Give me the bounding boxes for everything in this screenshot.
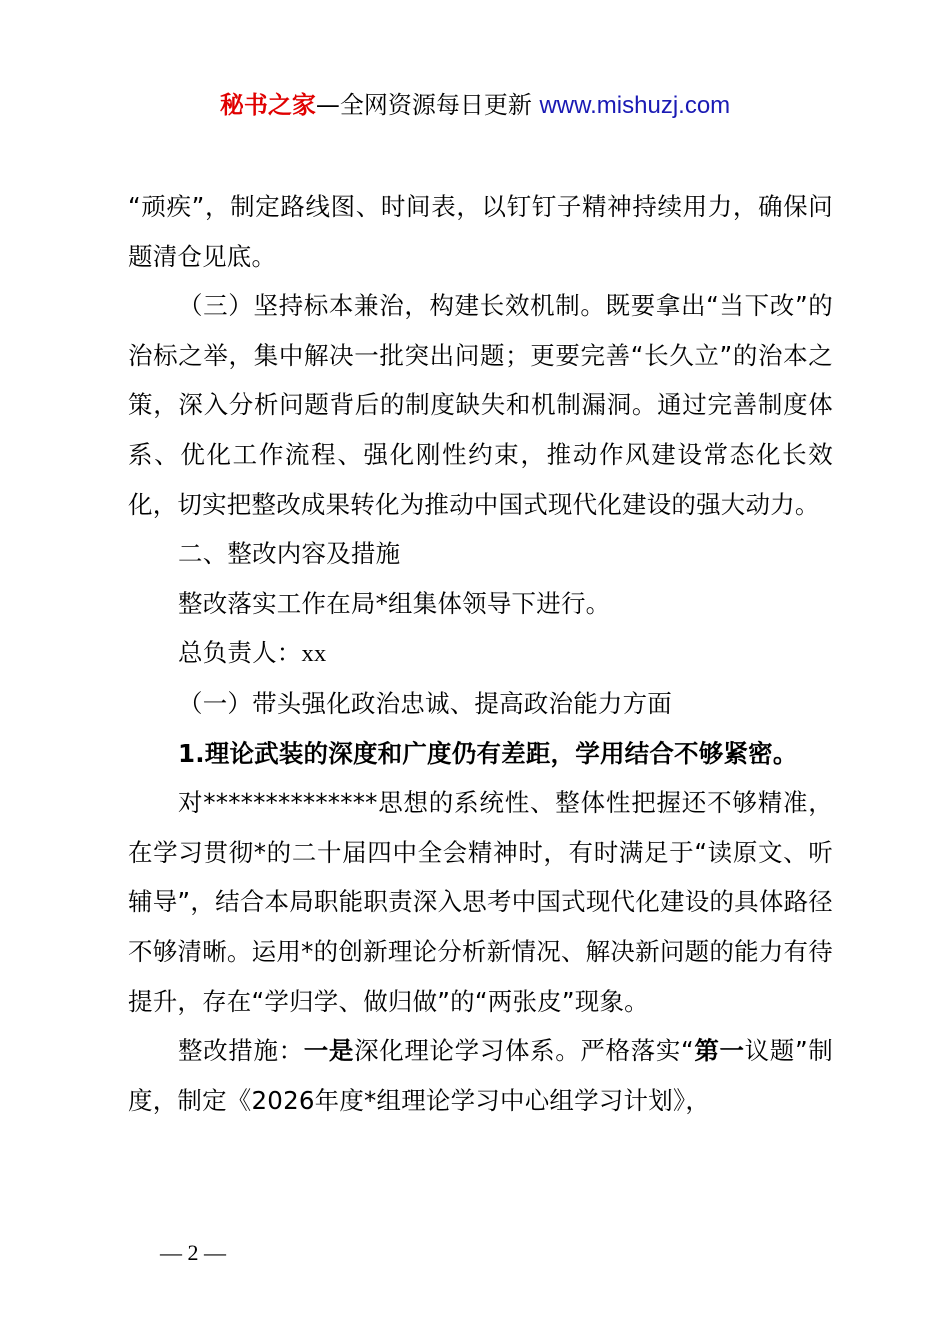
responsible-label: 总负责人：: [178, 638, 302, 668]
measure-first-marker: 一是: [303, 1036, 355, 1066]
subsection-heading-one: （一）带头强化政治忠诚、提高政治能力方面: [178, 688, 672, 718]
first-topic-emphasis: 第一: [693, 1036, 745, 1066]
paragraph-leadership: 整改落实工作在局*组集体领导下进行。: [178, 588, 611, 618]
brand-name: 秘书之家: [219, 91, 316, 119]
site-banner: [0, 88, 950, 123]
paragraph-continuation: “顽疾”，制定路线图、时间表，以钉钉子精神持续用力，确保问题清仓见底。: [128, 192, 833, 271]
page-number: — 2 —: [160, 1240, 226, 1265]
paragraph-measures: [128, 1026, 833, 1125]
issue-heading-one: 1.理论武装的深度和广度仍有差距，学用结合不够紧密。: [178, 738, 798, 768]
paragraph-issue-description: 对**************思想的系统性、整体性把握还不够精准，在学习贯彻*的二十届四中全会精神时，有时满足于“读原文、听辅导”，结合本局职能职责深入思考中国式现代化建设的具体路径不够清晰。运用*的创新理论分析新情况、解决新问题的能力有待提升，存在“学归学、做归做”的“两张皮”现象。: [128, 788, 833, 1016]
document-body: [128, 182, 833, 1125]
paragraph-section-three: （三）坚持标本兼治，构建长效机制。既要拿出“当下改”的治标之举，集中解决一批突出问题；更要完善“长久立”的治本之策，深入分析问题背后的制度缺失和机制漏洞。通过完善制度体系、优化工作流程、强化刚性约束，推动作风建设常态化长效化，切实把整改成果转化为推动中国式现代化建设的强大动力。: [128, 291, 833, 519]
measure-text-a: 深化理论学习体系。严格落实“: [354, 1036, 694, 1066]
section-heading-two: 二、整改内容及措施: [178, 539, 401, 569]
site-url-link[interactable]: www.mishuzj.com: [539, 92, 731, 119]
responsible-value: xx: [301, 640, 327, 668]
banner-tagline: —全网资源每日更新: [315, 91, 532, 119]
measure-text-b: 议题”制度，制定《2026年度*组理论学习中心组学习计划》，: [128, 1036, 833, 1115]
measures-label: 整改措施：: [178, 1036, 304, 1066]
paragraph-responsible-person: [128, 628, 833, 679]
